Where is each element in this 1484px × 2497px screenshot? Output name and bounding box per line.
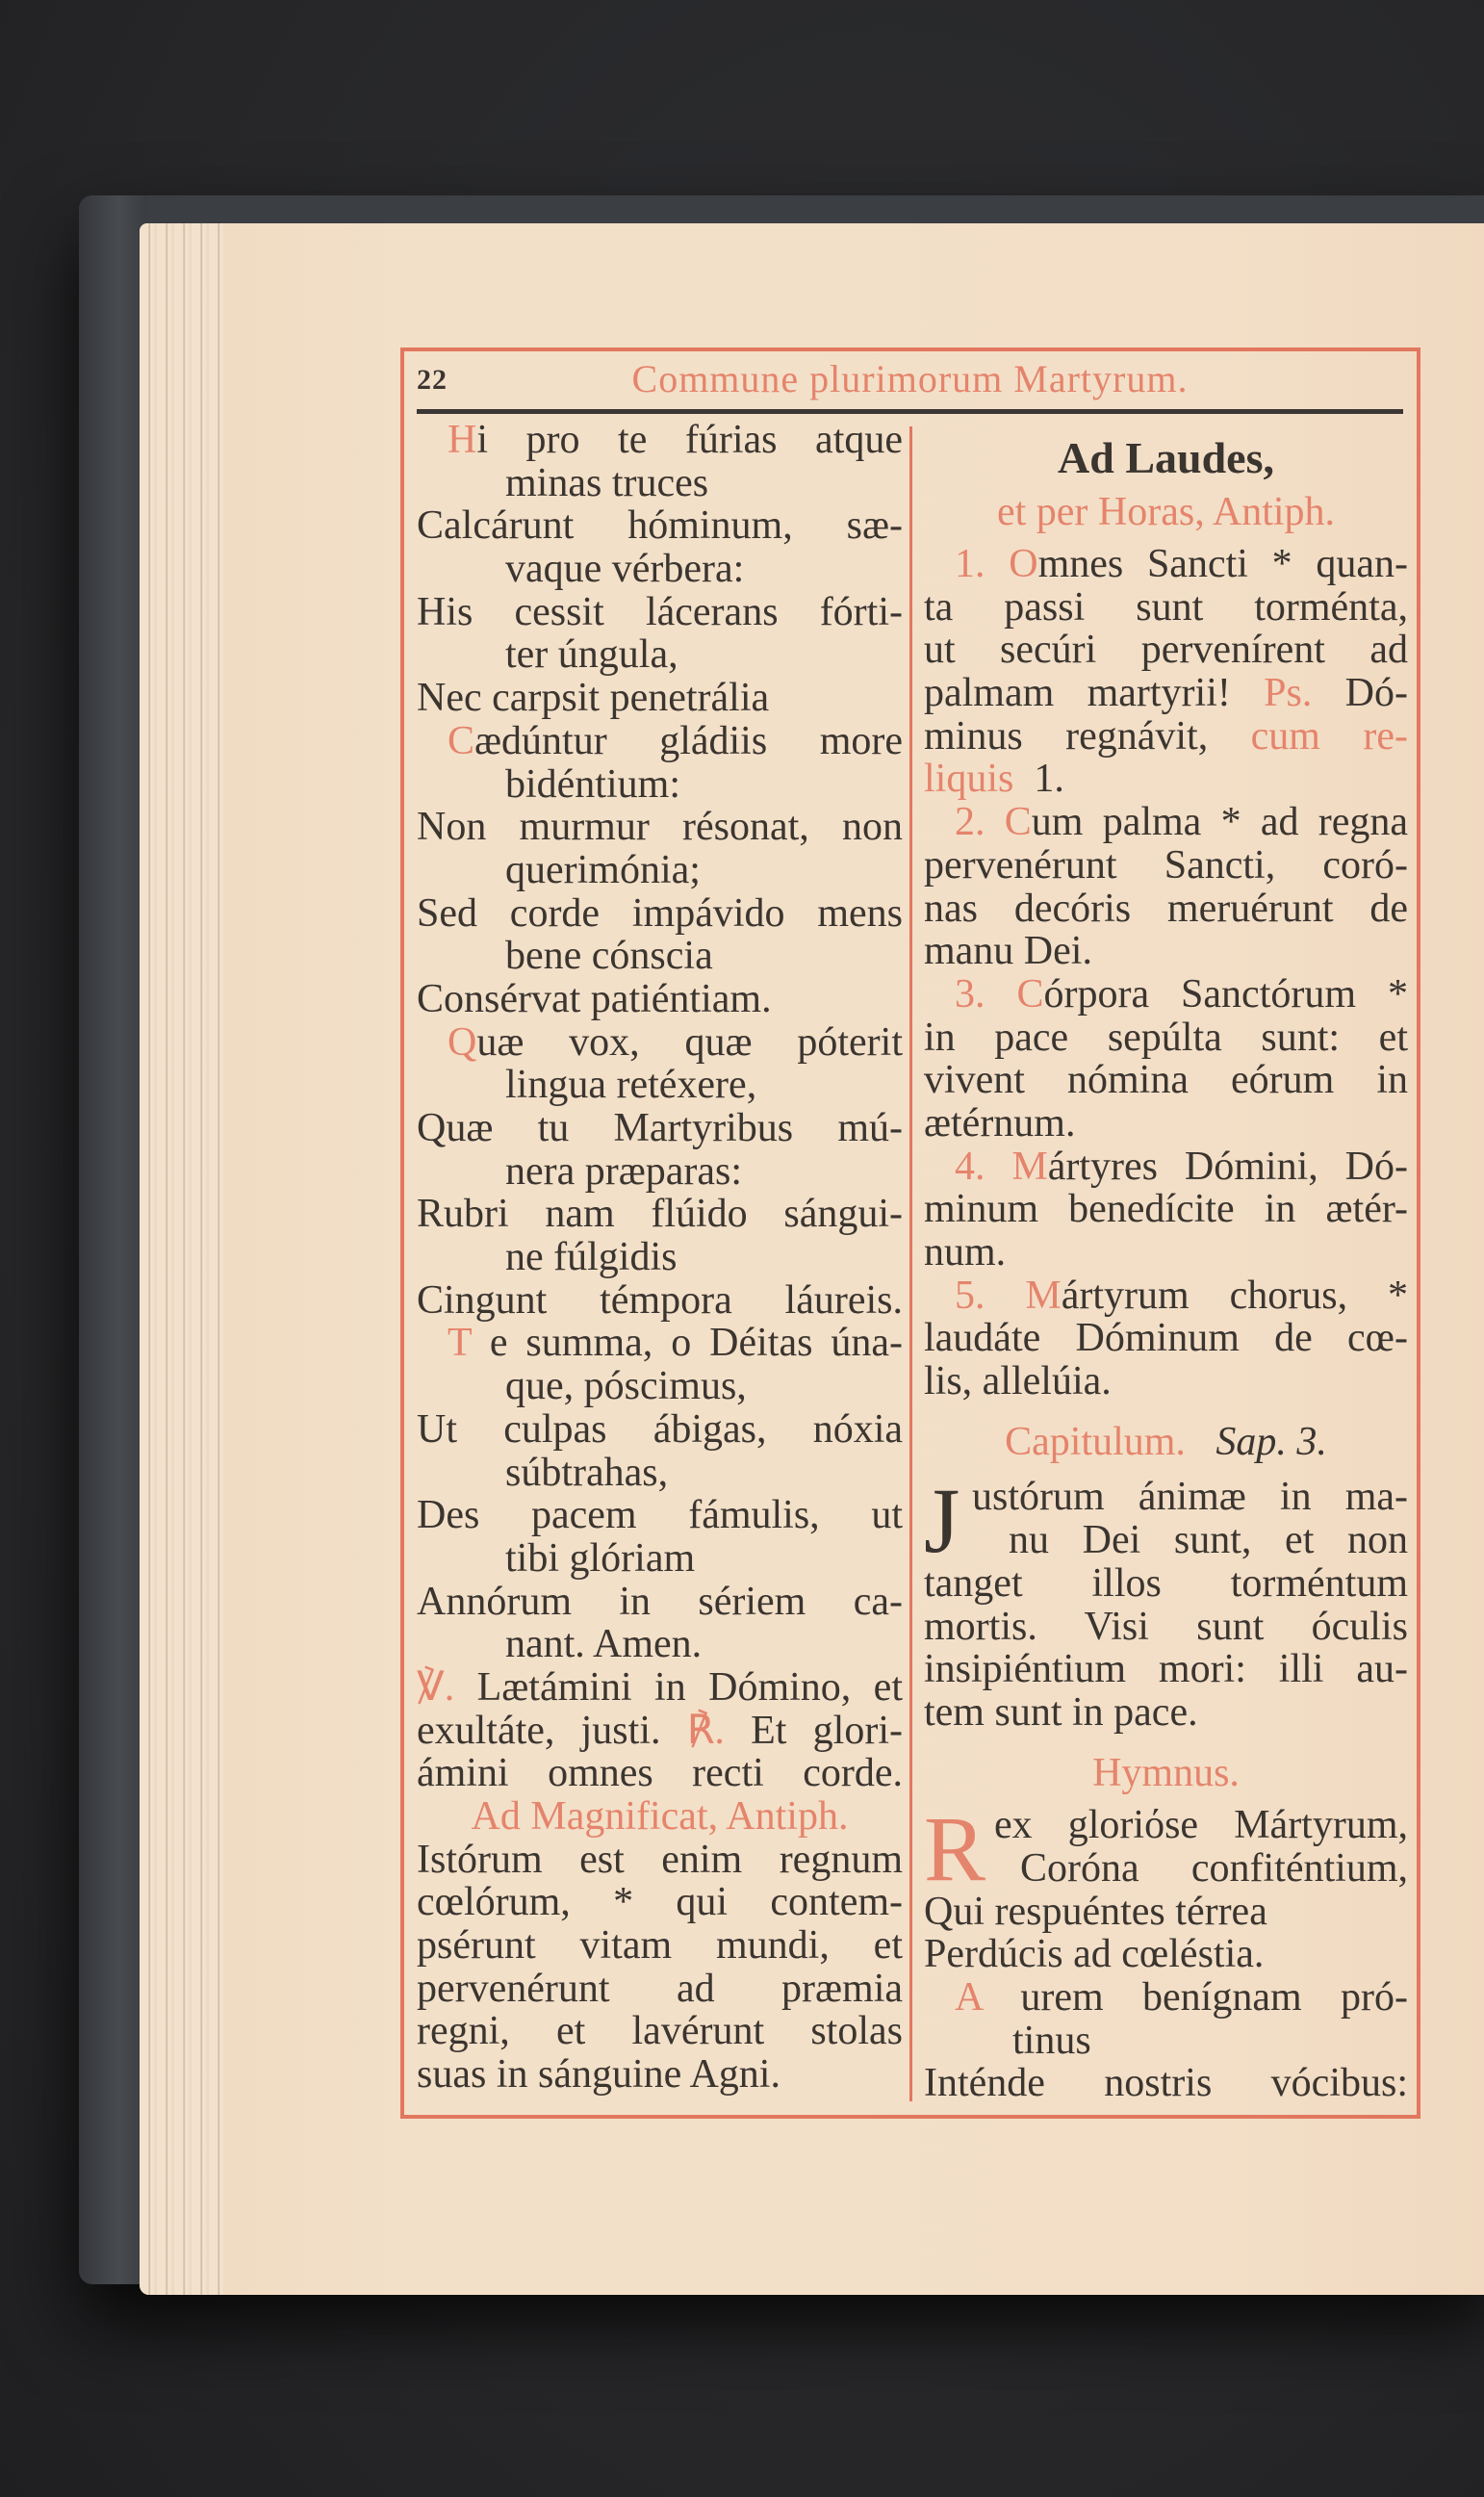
text-segment: ne fúlgidis <box>505 1235 678 1280</box>
text-line <box>924 1231 1408 1274</box>
text-segment: Des pacem fámulis, ut <box>417 1493 903 1538</box>
text-line <box>924 1752 1408 1795</box>
text-line <box>924 485 1408 539</box>
running-title: Commune plurimorum Martyrum. <box>631 357 1189 400</box>
text-segment: minum benedícite in ætér- <box>924 1187 1408 1232</box>
text-segment: Calcárunt hóminum, sæ- <box>417 503 903 549</box>
rubric-text: Ps. <box>1264 671 1313 716</box>
text-segment: tibi glóriam <box>505 1535 696 1581</box>
page-number: 22 <box>417 364 448 396</box>
text-segment: lis, allelúia. <box>924 1359 1112 1404</box>
text-line <box>417 2010 903 2053</box>
text-segment: Ut culpas ábigas, nóxia <box>417 1406 903 1452</box>
text-line <box>417 1021 903 1065</box>
text-segment: súbtrahas, <box>505 1450 669 1495</box>
text-line <box>417 1064 903 1107</box>
rubric-text: 2. C <box>955 800 1032 845</box>
rubric-text: 1. O <box>955 542 1038 586</box>
text-segment: urem benígnam pró- <box>982 1975 1408 2020</box>
text-line <box>924 1360 1408 1403</box>
text-line <box>417 1968 903 2011</box>
rubric-text: 5. M <box>955 1273 1062 1318</box>
text-segment: bene cónscia <box>505 934 713 979</box>
text-line <box>417 548 903 591</box>
text-segment: minas truces <box>505 460 709 505</box>
text-line <box>417 1408 903 1452</box>
text-segment: Cingunt témpora láureis. <box>417 1277 903 1323</box>
rubric-text: H <box>448 418 477 462</box>
text-line <box>417 677 903 720</box>
text-line <box>417 1752 903 1795</box>
text-line <box>417 1666 903 1710</box>
text-segment: suas in sánguine Agni. <box>417 2052 780 2098</box>
drop-cap: R <box>924 1797 986 1901</box>
text-line <box>924 1847 1408 1891</box>
text-line <box>417 1623 903 1666</box>
text-line <box>924 715 1408 759</box>
text-line <box>417 1537 903 1581</box>
text-line <box>417 1924 903 1968</box>
text-segment: in pace sepúlta sunt: et <box>924 1015 1408 1060</box>
rubric-text: 4. M <box>955 1144 1048 1189</box>
text-line <box>924 801 1408 844</box>
text-segment: bidéntium: <box>505 761 680 807</box>
text-segment: lingua retéxere, <box>505 1063 757 1108</box>
text-segment: Dó- <box>1312 671 1408 716</box>
text-line <box>924 1102 1408 1146</box>
text-segment: ta passi sunt torménta, <box>924 584 1408 630</box>
text-line <box>924 1691 1408 1735</box>
text-segment: ustórum ánimæ in ma- <box>972 1475 1408 1520</box>
text-segment: vivent nómina eórum in <box>924 1058 1408 1103</box>
text-segment: insipiéntium mori: illi au- <box>924 1647 1408 1692</box>
text-segment: psérunt vitam mundi, et <box>417 1923 903 1969</box>
text-segment: Sed corde impávido mens <box>417 890 903 936</box>
text-line <box>924 1188 1408 1231</box>
text-line <box>924 1976 1408 2020</box>
text-line <box>417 1795 903 1839</box>
text-segment: mnes Sancti * quan- <box>1037 542 1408 586</box>
text-line <box>417 849 903 892</box>
rubric-text: Ad Magnificat, Antiph. <box>471 1794 849 1839</box>
text-segment: ut secúri pervenírent ad <box>924 628 1408 673</box>
text-segment: e summa, o Déitas úna- <box>471 1321 903 1366</box>
text-line <box>924 1017 1408 1060</box>
text-segment: Istórum est enim regnum <box>417 1837 903 1882</box>
text-line <box>924 1059 1408 1102</box>
text-line <box>924 973 1408 1017</box>
text-segment: tinus <box>1012 2018 1091 2063</box>
rubric-text: Hymnus. <box>1092 1750 1240 1795</box>
column-divider <box>909 426 912 2101</box>
text-line <box>924 1317 1408 1360</box>
text-segment: regni, et lavérunt stolas <box>417 2009 903 2054</box>
text-line <box>924 930 1408 973</box>
text-line <box>924 672 1408 715</box>
text-line <box>924 543 1408 586</box>
text-line <box>924 1421 1408 1464</box>
text-line <box>924 1891 1408 1934</box>
text-segment: Nec carpsit penetrália <box>417 676 770 721</box>
text-line <box>417 1710 903 1753</box>
text-segment: ætérnum. <box>924 1100 1076 1146</box>
text-segment: ártyrum chorus, * <box>1061 1273 1408 1318</box>
text-line <box>924 1519 1408 1562</box>
text-line <box>924 844 1408 888</box>
text-segment: vaque vérbera: <box>505 547 745 592</box>
text-line <box>924 2062 1408 2105</box>
text-line <box>924 758 1408 801</box>
text-line <box>924 586 1408 630</box>
text-segment: Rubri nam flúido sángui- <box>417 1192 903 1237</box>
book-spine-edge <box>79 195 146 2284</box>
text-line <box>417 1881 903 1924</box>
rubric-text: Capitulum. <box>1005 1419 1186 1464</box>
text-segment: Consérvat patiéntiam. <box>417 976 772 1021</box>
text-segment: ædúntur gládiis more <box>474 718 903 763</box>
text-segment: 1. <box>1013 757 1064 802</box>
rubric-text: ℣. <box>417 1664 455 1710</box>
text-segment: palmam martyrii! <box>924 671 1265 716</box>
text-line <box>417 462 903 505</box>
text-segment: manu Dei. <box>924 929 1092 974</box>
rubric-text: T <box>448 1321 472 1366</box>
text-line <box>417 419 903 462</box>
text-line <box>417 1279 903 1323</box>
text-segment: nas decóris meruérunt de <box>924 886 1408 931</box>
text-line <box>417 1150 903 1194</box>
text-line <box>924 1933 1408 1976</box>
text-line <box>924 1648 1408 1691</box>
text-line <box>417 935 903 978</box>
text-segment: minus regnávit, <box>924 713 1251 759</box>
text-segment: ter úngula, <box>505 632 678 678</box>
text-segment: ex gloriόse Mártyrum, <box>994 1803 1408 1848</box>
text-line <box>417 591 903 634</box>
text-segment: nu Dei sunt, et non <box>1009 1518 1408 1563</box>
text-line <box>417 806 903 849</box>
text-segment: i pro te fúrias atque <box>476 418 903 462</box>
text-segment: Quæ tu Martyribus mú- <box>417 1106 903 1150</box>
text-segment: Perdúcis ad cœléstia. <box>924 1932 1265 1977</box>
rubric-text: C <box>448 718 475 763</box>
rubric-text: liquis <box>924 757 1014 802</box>
text-line <box>417 720 903 763</box>
text-segment: mortis. Visi sunt óculis <box>924 1604 1408 1649</box>
text-line <box>417 1581 903 1624</box>
rubric-text: et per Horas, Antiph. <box>996 490 1336 534</box>
text-line <box>417 633 903 677</box>
text-line <box>417 1494 903 1537</box>
text-segment: cœlórum, * qui contem- <box>417 1880 903 1925</box>
text-line <box>417 504 903 548</box>
text-segment: ámini omnes recti corde. <box>417 1751 903 1796</box>
text-segment: pervenérunt Sancti, coró- <box>924 842 1408 888</box>
text-segment: tanget illos torméntum <box>924 1560 1408 1606</box>
text-line <box>924 629 1408 672</box>
text-segment: exultáte, justi. <box>417 1708 687 1753</box>
text-segment: His cessit lácerans fórti- <box>417 589 903 634</box>
text-line <box>417 2053 903 2097</box>
rubric-text: ℟. <box>686 1708 725 1753</box>
rubric-text: 3. C <box>955 971 1044 1017</box>
text-segment: um palma * ad regna <box>1031 800 1409 845</box>
right-column <box>924 431 1408 2105</box>
text-line <box>924 431 1408 485</box>
header-rule <box>417 409 1403 414</box>
text-segment: órpora Sanctórum * <box>1043 971 1408 1017</box>
text-segment: laudáte Dóminum de cœ- <box>924 1316 1408 1361</box>
text-line <box>924 1146 1408 1189</box>
text-line <box>417 892 903 936</box>
text-line <box>417 1236 903 1279</box>
text-line <box>417 1365 903 1408</box>
text-line <box>924 1606 1408 1649</box>
rubric-text: cum re- <box>1250 713 1408 759</box>
text-segment: que, póscimus, <box>505 1364 747 1409</box>
text-segment: pervenérunt ad præmia <box>417 1966 903 2011</box>
text-segment: Qui respuéntes térrea <box>924 1889 1267 1934</box>
text-segment: ártyres Dómini, Dó- <box>1047 1144 1408 1189</box>
text-segment: tem sunt in pace. <box>924 1689 1198 1735</box>
text-line <box>924 2020 1408 2063</box>
text-segment: Sap. 3. <box>1215 1419 1327 1464</box>
text-segment: Non murmur résonat, non <box>417 805 903 850</box>
text-line <box>417 1452 903 1495</box>
text-segment: num. <box>924 1230 1007 1274</box>
text-line <box>417 1193 903 1236</box>
text-line <box>417 1107 903 1150</box>
text-line <box>924 1274 1408 1318</box>
text-segment: Inténde nostris vócibus: <box>924 2061 1408 2106</box>
left-column <box>417 419 903 2097</box>
text-segment: Lætámini in Dómino, et <box>454 1664 903 1710</box>
text-segment: Annórum in sériem ca- <box>417 1579 903 1624</box>
text-line <box>924 888 1408 931</box>
text-segment: nera præparas: <box>505 1148 743 1194</box>
text-segment: Coróna confiténtium, <box>1020 1845 1408 1891</box>
drop-cap: J <box>924 1469 960 1573</box>
text-segment: uæ vox, quæ póterit <box>476 1019 903 1065</box>
text-segment: Et glori- <box>724 1708 903 1753</box>
text-line <box>417 763 903 807</box>
text-segment: nant. Amen. <box>505 1622 703 1667</box>
text-segment: querimónia; <box>505 847 701 892</box>
text-line <box>924 1562 1408 1606</box>
text-segment <box>1186 1420 1216 1464</box>
rubric-text: A <box>955 1975 983 2020</box>
text-line <box>417 1322 903 1365</box>
rubric-text: Q <box>448 1019 477 1065</box>
text-line <box>417 978 903 1021</box>
page-stack-edges <box>140 223 224 2295</box>
text-segment: Ad Laudes, <box>1058 433 1274 482</box>
text-line <box>417 1839 903 1882</box>
